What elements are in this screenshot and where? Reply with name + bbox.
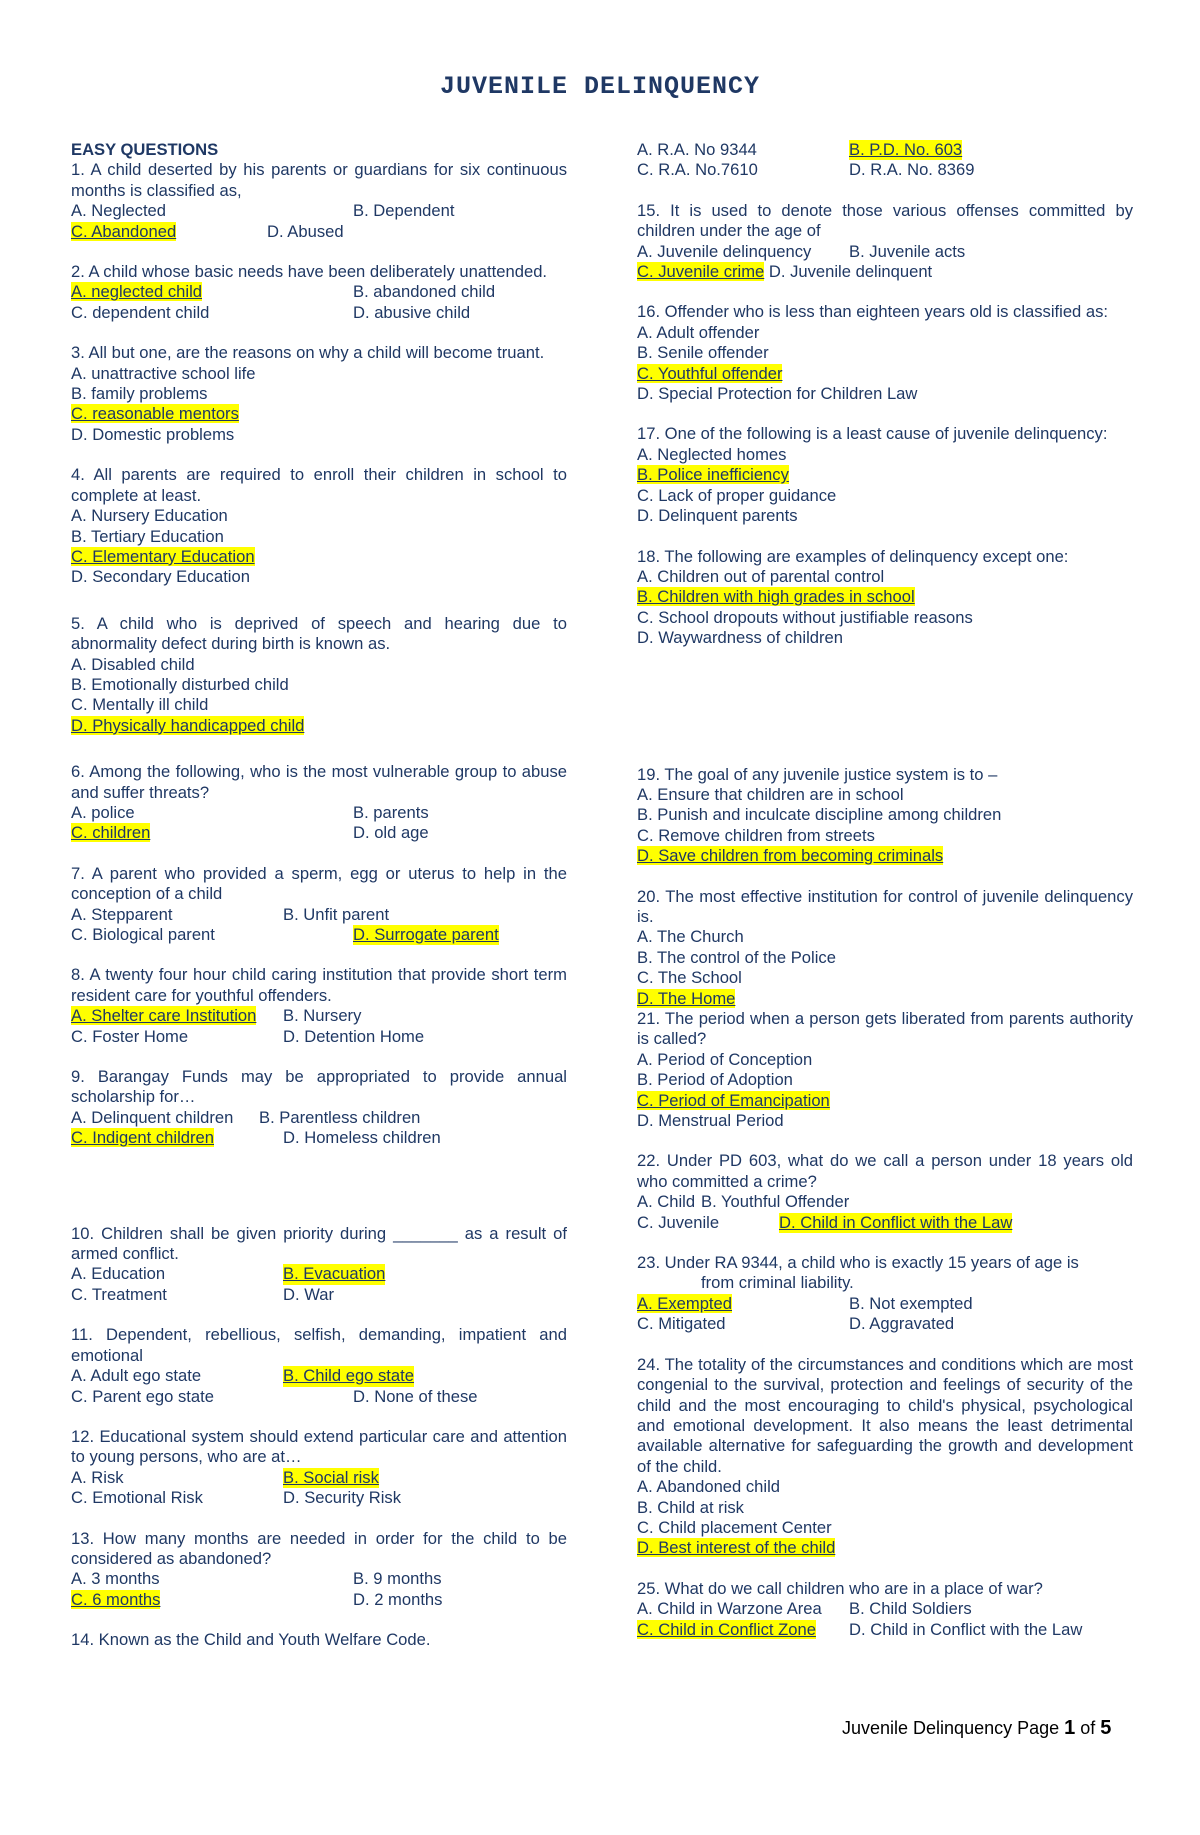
option-c: C. Remove children from streets bbox=[637, 825, 875, 845]
question-4 bbox=[71, 465, 567, 587]
option-d-answer: D. Physically handicapped child bbox=[71, 715, 305, 735]
option-a: A. 3 months bbox=[71, 1569, 160, 1589]
question-5 bbox=[71, 614, 567, 736]
question-2 bbox=[71, 262, 567, 323]
option-c-answer: C. children bbox=[71, 823, 151, 843]
option-b: B. Emotionally disturbed child bbox=[71, 674, 289, 694]
option-d: D. Delinquent parents bbox=[637, 506, 798, 526]
option-d-answer: D. Best interest of the child bbox=[637, 1538, 836, 1558]
question-text: 9. Barangay Funds may be appropriated to provide annual scholarship for… bbox=[71, 1067, 567, 1107]
question-text: 16. Offender who is less than eighteen years old is classified as: bbox=[637, 302, 1109, 322]
option-a: A. Risk bbox=[71, 1467, 124, 1487]
option-c-answer: C. Abandoned bbox=[71, 221, 177, 241]
question-20 bbox=[637, 887, 1133, 1009]
footer-page-total: 5 bbox=[1100, 1717, 1112, 1739]
option-a-answer: A. Shelter care Institution bbox=[71, 1006, 257, 1026]
option-b-answer: B. Child ego state bbox=[283, 1366, 414, 1386]
question-text: 5. A child who is deprived of speech and hearing due to abnormality defect during birth is known as. bbox=[71, 613, 567, 654]
option-b-answer: B. Social risk bbox=[283, 1467, 379, 1487]
option-a: A. R.A. No 9344 bbox=[637, 140, 757, 159]
footer-of: of bbox=[1075, 1718, 1101, 1738]
option-a-answer: A. neglected child bbox=[71, 282, 202, 302]
question-text: 25. What do we call children who are in a place of war? bbox=[637, 1578, 1043, 1598]
question-text: 23. Under RA 9344, a child who is exactly 15 years of age is bbox=[637, 1253, 1079, 1273]
question-11 bbox=[71, 1325, 567, 1407]
option-c-answer: C. reasonable mentors bbox=[71, 404, 239, 424]
question-text: 2. A child whose basic needs have been deliberately unattended. bbox=[71, 262, 548, 282]
option-d: D. Security Risk bbox=[283, 1488, 402, 1508]
option-d: D. Secondary Education bbox=[71, 567, 250, 587]
option-c-answer: C. Juvenile crime bbox=[637, 262, 765, 282]
option-d: D. old age bbox=[353, 823, 429, 843]
option-a: A. The Church bbox=[637, 927, 744, 947]
option-b: B. Juvenile acts bbox=[849, 241, 966, 261]
option-d-answer: D. Surrogate parent bbox=[353, 925, 499, 944]
option-b-answer: B. Children with high grades in school bbox=[637, 587, 915, 607]
question-14-options bbox=[637, 140, 1133, 181]
question-text-continued: from criminal liability. bbox=[701, 1273, 854, 1293]
question-21 bbox=[637, 1009, 1133, 1131]
footer-label: Juvenile Delinquency Page bbox=[842, 1718, 1065, 1738]
question-7 bbox=[71, 864, 567, 946]
question-16 bbox=[637, 302, 1133, 404]
option-a: A. Adult offender bbox=[637, 322, 760, 342]
question-22 bbox=[637, 1151, 1133, 1233]
question-text: 15. It is used to denote those various offenses committed by children under the age of bbox=[637, 200, 1133, 241]
option-b: B. Dependent bbox=[353, 201, 455, 221]
option-b: B. Period of Adoption bbox=[637, 1070, 793, 1090]
option-d: D. Detention Home bbox=[283, 1026, 425, 1046]
option-d: D. Aggravated bbox=[849, 1314, 955, 1334]
option-b: B. Senile offender bbox=[637, 343, 769, 363]
option-b: B. Unfit parent bbox=[283, 904, 390, 924]
option-b-answer: B. P.D. No. 603 bbox=[849, 140, 963, 159]
option-d: D. Abused bbox=[267, 221, 344, 241]
question-text: 21. The period when a person gets liberated from parents authority is called? bbox=[637, 1009, 1133, 1049]
section-heading: EASY QUESTIONS bbox=[71, 140, 219, 159]
option-b: B. abandoned child bbox=[353, 282, 496, 302]
question-text: 10. Children shall be given priority during _______ as a result of armed conflict. bbox=[71, 1223, 567, 1264]
option-d: D. Juvenile delinquent bbox=[768, 262, 933, 282]
option-c-answer: C. Elementary Education bbox=[71, 546, 255, 566]
option-c: C. The School bbox=[637, 968, 742, 988]
option-d: D. Domestic problems bbox=[71, 424, 235, 444]
question-text: 3. All but one, are the reasons on why a child will become truant. bbox=[71, 343, 545, 363]
option-a: A. Child in Warzone Area bbox=[637, 1599, 822, 1619]
option-c: C. Juvenile bbox=[637, 1212, 720, 1232]
option-b: B. The control of the Police bbox=[637, 947, 836, 967]
option-b: B. family problems bbox=[71, 384, 208, 404]
question-13 bbox=[71, 1529, 567, 1611]
option-a: A. Period of Conception bbox=[637, 1049, 813, 1069]
option-c: C. Foster Home bbox=[71, 1026, 189, 1046]
option-c: C. dependent child bbox=[71, 302, 210, 322]
question-text: 18. The following are examples of delinquency except one: bbox=[637, 546, 1069, 566]
option-c-answer: C. Indigent children bbox=[71, 1128, 214, 1148]
option-c-answer: C. 6 months bbox=[71, 1589, 161, 1609]
question-18 bbox=[637, 547, 1133, 649]
right-column bbox=[637, 140, 1133, 1640]
option-d-answer: D. The Home bbox=[637, 988, 736, 1008]
option-a: A. Neglected bbox=[71, 201, 167, 221]
question-text: 13. How many months are needed in order for the child to be considered as abandoned? bbox=[71, 1528, 567, 1568]
option-d: D. Child in Conflict with the Law bbox=[849, 1619, 1083, 1639]
option-b-answer: B. Evacuation bbox=[283, 1264, 386, 1284]
question-text: 11. Dependent, rebellious, selfish, demanding, impatient and emotional bbox=[71, 1325, 567, 1365]
option-a: A. Delinquent children bbox=[71, 1107, 234, 1127]
option-d: D. Homeless children bbox=[283, 1128, 441, 1148]
option-d: D. War bbox=[283, 1284, 335, 1304]
question-text: 24. The totality of the circumstances and conditions which are most congenial to the survival, protection and feelings of security of the child and the most encouraging to child's physical, psychological and emotional development. It also means the least detrimental available alternative for safeguarding the growth and development of the child. bbox=[637, 1354, 1133, 1476]
option-b: B. Parentless children bbox=[259, 1107, 421, 1127]
option-c: C. Child placement Center bbox=[637, 1517, 832, 1537]
question-6 bbox=[71, 762, 567, 844]
question-text: 4. All parents are required to enroll their children in school to complete at least. bbox=[71, 465, 567, 505]
question-12 bbox=[71, 1427, 567, 1509]
question-25 bbox=[637, 1579, 1133, 1640]
option-c: C. R.A. No.7610 bbox=[637, 160, 758, 180]
question-24 bbox=[637, 1355, 1133, 1559]
question-17 bbox=[637, 424, 1133, 526]
option-a: A. Disabled child bbox=[71, 654, 195, 674]
option-c: C. Mitigated bbox=[637, 1314, 726, 1334]
option-a: A. Stepparent bbox=[71, 904, 173, 924]
question-text: 12. Educational system should extend particular care and attention to young persons, who are at… bbox=[71, 1426, 567, 1467]
option-d: D. Special Protection for Children Law bbox=[637, 384, 918, 404]
option-c-answer: C. Period of Emancipation bbox=[637, 1090, 830, 1110]
question-14 bbox=[71, 1630, 567, 1650]
question-23 bbox=[637, 1253, 1133, 1335]
option-a: A. Ensure that children are in school bbox=[637, 784, 904, 804]
option-b: B. Child Soldiers bbox=[849, 1599, 972, 1619]
option-b: B. 9 months bbox=[353, 1569, 442, 1589]
question-3 bbox=[71, 343, 567, 445]
option-a: A. Children out of parental control bbox=[637, 566, 885, 586]
footer-page-number: 1 bbox=[1064, 1717, 1076, 1739]
option-c-answer: C. Child in Conflict Zone bbox=[637, 1619, 816, 1639]
option-b: B. parents bbox=[353, 802, 429, 822]
question-19 bbox=[637, 765, 1133, 867]
question-text: 19. The goal of any juvenile justice system is to – bbox=[637, 764, 998, 784]
option-c: C. Parent ego state bbox=[71, 1386, 214, 1406]
option-d: D. Menstrual Period bbox=[637, 1111, 784, 1131]
option-b: B. Child at risk bbox=[637, 1497, 744, 1517]
option-c: C. Mentally ill child bbox=[71, 695, 209, 715]
question-text: 7. A parent who provided a sperm, egg or uterus to help in the conception of a child bbox=[71, 863, 567, 904]
option-a: A. Nursery Education bbox=[71, 506, 228, 526]
option-a: A. police bbox=[71, 802, 135, 822]
option-a: A. Adult ego state bbox=[71, 1366, 202, 1386]
option-d-answer: D. Save children from becoming criminals bbox=[637, 846, 944, 866]
option-d-answer: D. Child in Conflict with the Law bbox=[779, 1212, 1013, 1232]
option-b: B. Tertiary Education bbox=[71, 526, 224, 546]
option-a: A. Juvenile delinquency bbox=[637, 241, 812, 261]
question-text: 6. Among the following, who is the most vulnerable group to abuse and suffer threats? bbox=[71, 762, 567, 802]
option-c: C. Lack of proper guidance bbox=[637, 485, 837, 505]
option-d: D. 2 months bbox=[353, 1589, 443, 1609]
option-d: D. R.A. No. 8369 bbox=[849, 160, 975, 180]
page-title: JUVENILE DELINQUENCY bbox=[439, 72, 761, 101]
option-a: A. Child bbox=[637, 1192, 696, 1212]
option-c: C. Emotional Risk bbox=[71, 1488, 203, 1508]
question-10 bbox=[71, 1224, 567, 1306]
option-a: A. unattractive school life bbox=[71, 363, 256, 383]
option-b: B. Punish and inculcate discipline among children bbox=[637, 805, 1002, 825]
option-d: D. abusive child bbox=[353, 302, 471, 322]
option-d: D. Waywardness of children bbox=[637, 628, 843, 648]
question-9 bbox=[71, 1067, 567, 1149]
question-8 bbox=[71, 965, 567, 1047]
question-text: 17. One of the following is a least cause of juvenile delinquency: bbox=[637, 424, 1108, 444]
option-b-answer: B. Police inefficiency bbox=[637, 465, 789, 485]
left-column bbox=[71, 140, 567, 1651]
option-c: C. Treatment bbox=[71, 1284, 167, 1304]
question-text: 1. A child deserted by his parents or guardians for six continuous months is classified as, bbox=[71, 160, 567, 200]
option-a: A. Education bbox=[71, 1264, 166, 1284]
option-a-answer: A. Exempted bbox=[637, 1293, 733, 1313]
option-a: A. Abandoned child bbox=[637, 1477, 781, 1497]
option-a: A. Neglected homes bbox=[637, 444, 787, 464]
option-c-answer: C. Youthful offender bbox=[637, 363, 783, 383]
question-text: 14. Known as the Child and Youth Welfare Code. bbox=[71, 1630, 431, 1650]
question-text: 20. The most effective institution for control of juvenile delinquency is. bbox=[637, 886, 1133, 926]
question-15 bbox=[637, 201, 1133, 283]
question-text: 8. A twenty four hour child caring institution that provide short term resident care for youthful offenders. bbox=[71, 965, 567, 1005]
option-b: B. Not exempted bbox=[849, 1293, 973, 1313]
option-b: B. Youthful Offender bbox=[701, 1192, 850, 1212]
option-c: C. School dropouts without justifiable reasons bbox=[637, 607, 973, 627]
option-d: D. None of these bbox=[353, 1386, 478, 1406]
option-c: C. Biological parent bbox=[71, 925, 215, 944]
page-footer bbox=[842, 1717, 1111, 1740]
option-b: B. Nursery bbox=[283, 1006, 362, 1026]
question-1 bbox=[71, 160, 567, 242]
question-text: 22. Under PD 603, what do we call a person under 18 years old who committed a crime? bbox=[637, 1151, 1133, 1191]
